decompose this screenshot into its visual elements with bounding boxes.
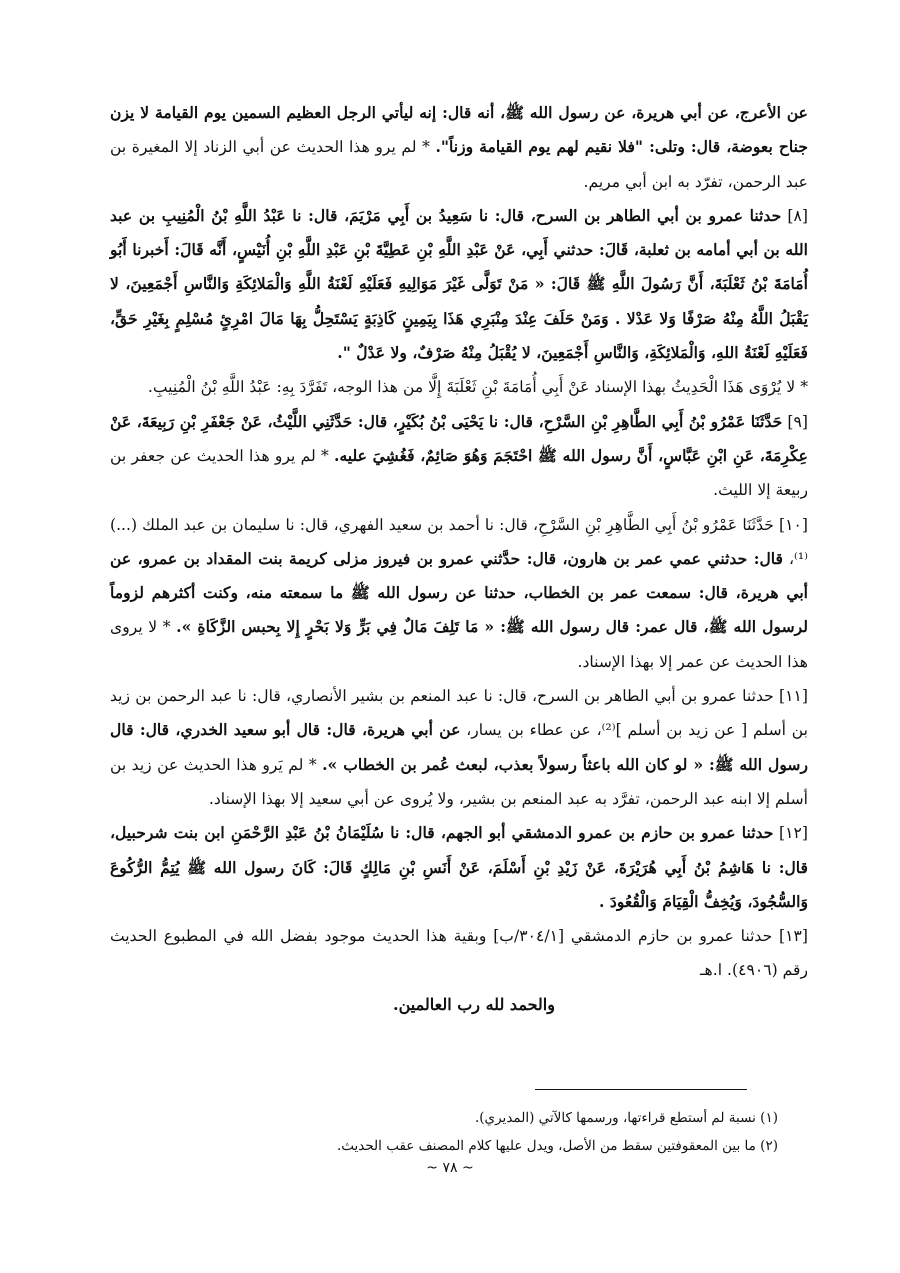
bold-run: عن أبي هريرة، قال: قال أبو سعيد الخدري، قال: قال رسول الله ﷺ: « لو كان الله باعثاً رسولاً بعذب، لبعث عُمر بن الخطاب ».	[110, 720, 808, 774]
footnote-2: (٢) ما بين المعقوفتين سقط من الأصل، ويدل عليها كلام المصنف عقب الحديث.	[336, 1138, 778, 1154]
text-run: [١٢]	[773, 824, 808, 843]
bold-run: عن الأعرج، عن أبي هريرة، عن رسول الله ﷺ، أنه قال: إنه ليأتي الرجل العظيم السمين يوم القيامة لا يزن جناح بعوضة، قال: وتلى: "فلا نقيم لهم يوم القيامة وزناً".	[110, 103, 808, 157]
text-run: [١١] حدثنا عمرو بن أبي الطاهر بن السرح، قال: نا عبد المنعم بن بشير الأنصاري، قال: نا عبد الرحمن بن زيد بن أسلم [ عن زيد بن أسلم ]⁽²⁾، عن عطاء بن يسار،	[110, 687, 808, 740]
bold-run: قال: حدثني عمي عمر بن هارون، قال: حدَّثني عمرو بن فيروز مزلى كريمة بنت المقداد بن عمرو، عن أبي هريرة، قال: سمعت عمر بن الخطاب، حدثنا عن رسول الله ﷺ ما سمعته منه، وكنت أكثرهم لزوماً لرسول الله ﷺ، قال عمر: قال رسول الله ﷺ: « مَا تَلِفَ مَالٌ فِي بَرٍّ وَلا بَحْرٍ إِلا بِحبس الزَّكَاةِ ».	[110, 548, 808, 637]
text-run: * لا يُرْوَى هَذَا الْحَدِيثُ بهذا الإسناد عَنْ أَبِي أُمَامَةَ بْنِ ثَعْلَبَةَ إِلَّا من هذا الوجه، تَفَرَّدَ بِهِ: عَبْدُ اللَّهِ بْنُ الْمُنِيبِ.	[147, 378, 808, 397]
main-text	[110, 96, 808, 1022]
footnote-separator	[535, 1089, 747, 1090]
paragraph-7	[110, 816, 808, 919]
paragraph-2	[110, 199, 808, 370]
paragraph-4	[110, 405, 808, 508]
hadith-paragraphs	[110, 96, 808, 988]
text-run: * لا يروى هذا الحديث عن عمر إلا بهذا الإسناد.	[110, 618, 808, 671]
text-run: [١٣] حدثنا عمرو بن حازم الدمشقي [٣٠٤/١/ب] وبقية هذا الحديث موجود بفضل الله في المطبوع الحديث رقم (٤٩٠٦). ا.هـ	[110, 927, 808, 980]
text-run: [١٠] حَدَّثَنَا عَمْرُو بْنُ أَبِي الطَّاهِرِ بْنِ السَّرْحِ، قال: نا أحمد بن سعيد الفهري، قال: نا سليمان بن عبد الملك (...)⁽¹⁾،	[110, 515, 808, 568]
text-run: * لم يرو هذا الحديث عن جعفر بن ربيعة إلا الليث.	[110, 446, 808, 500]
text-run: * لم يَرو هذا الحديث عن زيد بن أسلم إلا ابنه عبد الرحمن، تفرَّد به عبد المنعم بن بشير، ولا يُروى عن أبي سعيد إلا بهذا الإسناد.	[110, 755, 808, 808]
bold-run: حَدَّثَنَا عَمْرُو بْنُ أَبِي الطَّاهِرِ بْنِ السَّرْحِ، قال: نا يَحْيَى بْنُ بُكَيْرٍ، قال: حَدَّثَنِي اللَّيْثُ، عَنْ جَعْفَرِ بْنِ رَبِيعَةَ، عَنْ عِكْرِمَةَ، عَنِ ابْنِ عَبَّاسٍ، أَنَّ رسول الله ﷺ احْتَجَمَ وَهُوَ صَائِمٌ، فَغُشِيَ عليه.	[110, 411, 808, 465]
footnotes	[110, 1104, 778, 1160]
footnote-1: (١) نسبة لم أستطع قراءتها، ورسمها كالآتي (المديري).	[474, 1110, 778, 1126]
paragraph-8	[110, 919, 808, 988]
closing-line: والحمد لله رب العالمين.	[393, 994, 555, 1014]
text-run: [٨]	[781, 206, 809, 225]
bold-run: حدثنا عمرو بن أبي الطاهر بن السرح، قال: نا سَعِيدُ بن أَبِي مَرْيَمَ، قال: نا عَبْدُ اللَّهِ بْنُ الْمُنِيبِ بن عبد الله بن أبي أمامه بن ثعلبة، قَالَ: حدثني أَبِي، عَنْ عَبْدِ اللَّهِ بْنِ عَطِيَّةَ بْنِ عَبْدِ اللَّهِ بْنِ أُنَيْسٍ، أَنَّه قَالَ: أَخبرنا أَبُو أُمَامَةَ بْنُ ثَعْلَبَةَ، أَنَّ رَسُولَ اللَّهِ ﷺ قَالَ: « مَنْ تَوَلَّى غَيْرَ مَوَالِيهِ فَعَلَيْهِ لَعْنَةُ اللَّهِ وَالْمَلائِكَةِ وَالنَّاسِ أَجْمَعِينَ، لا يَقْبَلُ اللَّهُ مِنْهُ صَرْفًا وَلا عَدْلا . وَمَنْ حَلَفَ عِنْدَ مِنْبَرِي هَذَا بِيَمِينٍ كَاذِبَةٍ يَسْتَحِلُّ بِهَا مَالَ امْرِئٍ مُسْلِمٍ بِغَيْرِ حَقٍّ، فَعَلَيْهِ لَعْنَةُ اللهِ، وَالْمَلائِكَةِ، وَالنَّاسِ أَجْمَعِينَ، لا يُقْبَلُ مِنْهُ صَرْفٌ، ولا عَدْلٌ ".	[110, 205, 808, 363]
text-run: [٩]	[782, 412, 808, 431]
text-run: * لم يرو هذا الحديث عن أبي الزناد إلا المغيرة بن عبد الرحمن، تفرّد به ابن أبي مريم.	[110, 138, 808, 191]
paragraph-1	[110, 96, 808, 199]
paragraph-6	[110, 679, 808, 816]
bold-run: حدثنا عمرو بن حازم بن عمرو الدمشقي أبو الجهم، قال: نا سُلَيْمَانُ بْنُ عَبْدِ الرَّحْمَنِ ابن بنت شرحبيل، قال: نا هَاشِمُ بْنُ أَبِي هُرَيْرَةَ، عَنْ زَيْدِ بْنِ أَسْلَمَ، عَنْ أَنَسِ بْنِ مَالِكٍ قَالَ: كَانَ رسول الله ﷺ يُتِمُّ الرُّكُوعَ وَالسُّجُودَ، وَيُخِفُّ الْقِيَامَ وَالْقُعُودَ .	[110, 823, 808, 911]
page-number: ~ ٧٨ ~	[426, 1160, 474, 1176]
paragraph-5	[110, 508, 808, 679]
paragraph-3	[110, 370, 808, 404]
